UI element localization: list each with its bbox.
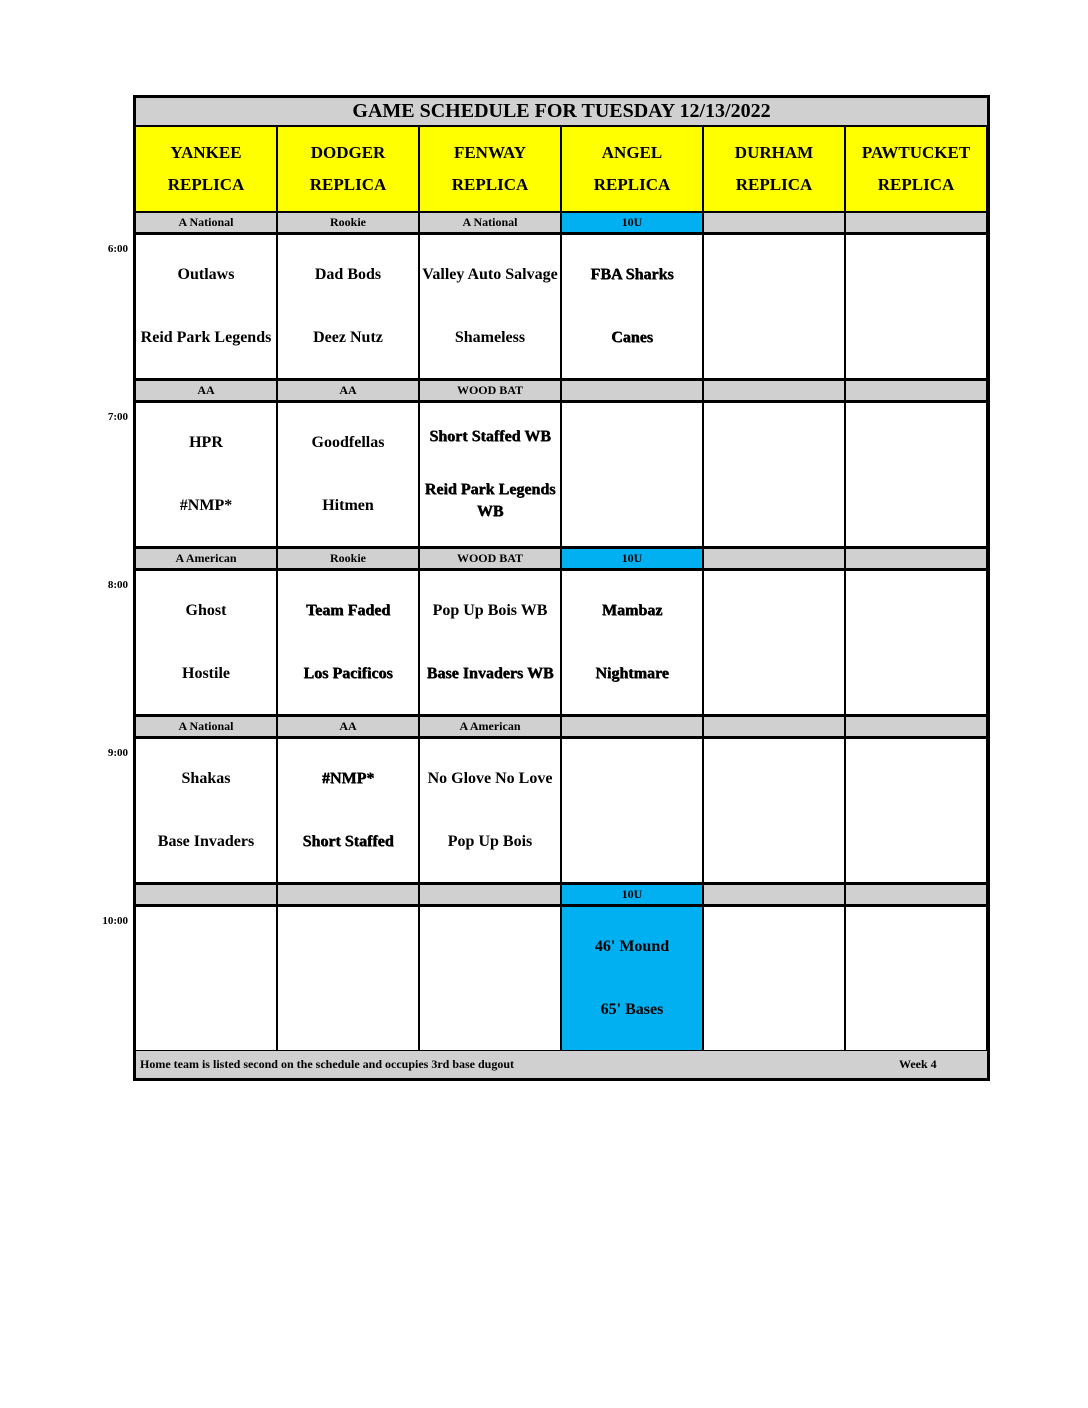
game-slot	[562, 235, 702, 378]
game-slot	[136, 739, 276, 882]
game-slot	[278, 907, 418, 1050]
home-team: Shameless	[454, 329, 526, 347]
game-slot	[278, 235, 418, 378]
game-slot	[562, 403, 702, 546]
field-name-line1: ANGEL	[601, 143, 663, 162]
field-name-line1: DODGER	[310, 143, 386, 162]
field-name-line2: REPLICA	[167, 175, 245, 194]
division-label: WOOD BAT	[420, 381, 560, 400]
schedule-footer	[136, 1051, 987, 1078]
away-team: Outlaws	[177, 265, 235, 283]
game-slot	[704, 571, 844, 714]
game-slot	[704, 739, 844, 882]
field-header	[846, 127, 986, 211]
game-slot	[278, 571, 418, 714]
home-team: Hitmen	[322, 497, 374, 515]
division-label	[846, 381, 986, 400]
game-slot	[136, 235, 276, 378]
field-name-line2: REPLICA	[877, 175, 955, 194]
field-header	[278, 127, 418, 211]
away-team: Mambaz	[601, 601, 663, 619]
division-label: AA	[278, 381, 418, 400]
division-label: WOOD BAT	[420, 549, 560, 568]
field-name-line1: DURHAM	[734, 143, 814, 162]
away-team: #NMP*	[321, 769, 375, 787]
home-team: Base Invaders	[157, 833, 255, 851]
division-label: AA	[278, 717, 418, 736]
game-slot	[562, 907, 702, 1050]
field-name-line2: REPLICA	[735, 175, 813, 194]
game-slot	[704, 235, 844, 378]
division-label: 10U	[562, 213, 702, 232]
division-label: A National	[420, 213, 560, 232]
away-team: Shakas	[181, 769, 231, 787]
division-label	[846, 717, 986, 736]
game-slot	[136, 907, 276, 1050]
game-slot	[562, 571, 702, 714]
away-team: Ghost	[185, 601, 227, 619]
division-label	[420, 885, 560, 904]
game-slot	[278, 739, 418, 882]
home-team: #NMP*	[179, 497, 233, 515]
home-team: Nightmare	[595, 665, 669, 683]
home-team: Canes	[611, 329, 653, 347]
division-label	[704, 885, 844, 904]
field-name-line1: FENWAY	[453, 143, 527, 162]
division-label	[704, 717, 844, 736]
time-label: 8:00	[107, 579, 128, 591]
game-slot	[704, 403, 844, 546]
division-label	[136, 885, 276, 904]
division-label	[562, 717, 702, 736]
home-team: Reid Park Legends WB	[424, 480, 556, 520]
home-team: Base Invaders WB	[426, 665, 554, 683]
schedule-table	[133, 95, 990, 1081]
division-label	[562, 381, 702, 400]
division-label: 10U	[562, 885, 702, 904]
division-label: A American	[420, 717, 560, 736]
game-slot	[420, 571, 560, 714]
game-slot	[420, 907, 560, 1050]
game-slot	[136, 403, 276, 546]
away-team: Goodfellas	[311, 433, 385, 451]
home-team: Reid Park Legends	[140, 329, 272, 347]
division-label: A National	[136, 717, 276, 736]
away-team: No Glove No Love	[427, 769, 553, 787]
game-slot	[846, 739, 986, 882]
away-team: Dad Bods	[314, 265, 382, 283]
game-slot	[846, 571, 986, 714]
game-slot	[846, 235, 986, 378]
division-label	[846, 213, 986, 232]
away-team: Valley Auto Salvage	[422, 265, 558, 283]
game-slot	[420, 403, 560, 546]
away-team: Pop Up Bois WB	[432, 601, 548, 619]
division-label	[846, 885, 986, 904]
game-slot	[562, 739, 702, 882]
field-header	[704, 127, 844, 211]
schedule-title: GAME SCHEDULE FOR TUESDAY 12/13/2022	[136, 98, 987, 125]
footer-note: Home team is listed second on the schedule and occupies 3rd base dugout	[140, 1057, 515, 1071]
game-slot	[136, 571, 276, 714]
away-team: Team Faded	[305, 601, 391, 619]
division-label	[704, 213, 844, 232]
field-header	[420, 127, 560, 211]
home-team: Hostile	[182, 665, 230, 683]
division-label	[846, 549, 986, 568]
home-team: Pop Up Bois	[447, 833, 533, 851]
footer-week: Week 4	[899, 1057, 937, 1071]
time-label: 6:00	[107, 243, 128, 255]
division-label: Rookie	[278, 213, 418, 232]
game-slot	[704, 907, 844, 1050]
game-slot	[420, 235, 560, 378]
field-header	[136, 127, 276, 211]
home-team: Short Staffed	[302, 833, 394, 851]
time-label: 10:00	[102, 915, 128, 927]
field-name-line2: REPLICA	[309, 175, 387, 194]
game-slot	[420, 739, 560, 882]
time-label: 7:00	[107, 411, 128, 423]
division-label	[278, 885, 418, 904]
division-label: 10U	[562, 549, 702, 568]
away-team: 46' Mound	[594, 937, 670, 955]
division-label: A National	[136, 213, 276, 232]
home-team: Los Pacificos	[303, 665, 393, 683]
division-label	[704, 381, 844, 400]
division-label	[704, 549, 844, 568]
home-team: Deez Nutz	[313, 329, 383, 347]
division-label: A American	[136, 549, 276, 568]
away-team: FBA Sharks	[590, 265, 674, 283]
time-label: 9:00	[107, 747, 128, 759]
away-team: HPR	[189, 433, 223, 451]
field-header	[562, 127, 702, 211]
division-label: Rookie	[278, 549, 418, 568]
division-label: AA	[136, 381, 276, 400]
field-name-line2: REPLICA	[451, 175, 529, 194]
home-team: 65' Bases	[600, 1001, 664, 1019]
game-slot	[846, 907, 986, 1050]
field-name-line2: REPLICA	[593, 175, 671, 194]
away-team: Short Staffed WB	[429, 428, 551, 446]
game-slot	[846, 403, 986, 546]
field-name-line1: PAWTUCKET	[861, 143, 971, 162]
game-slot	[278, 403, 418, 546]
field-name-line1: YANKEE	[170, 143, 242, 162]
